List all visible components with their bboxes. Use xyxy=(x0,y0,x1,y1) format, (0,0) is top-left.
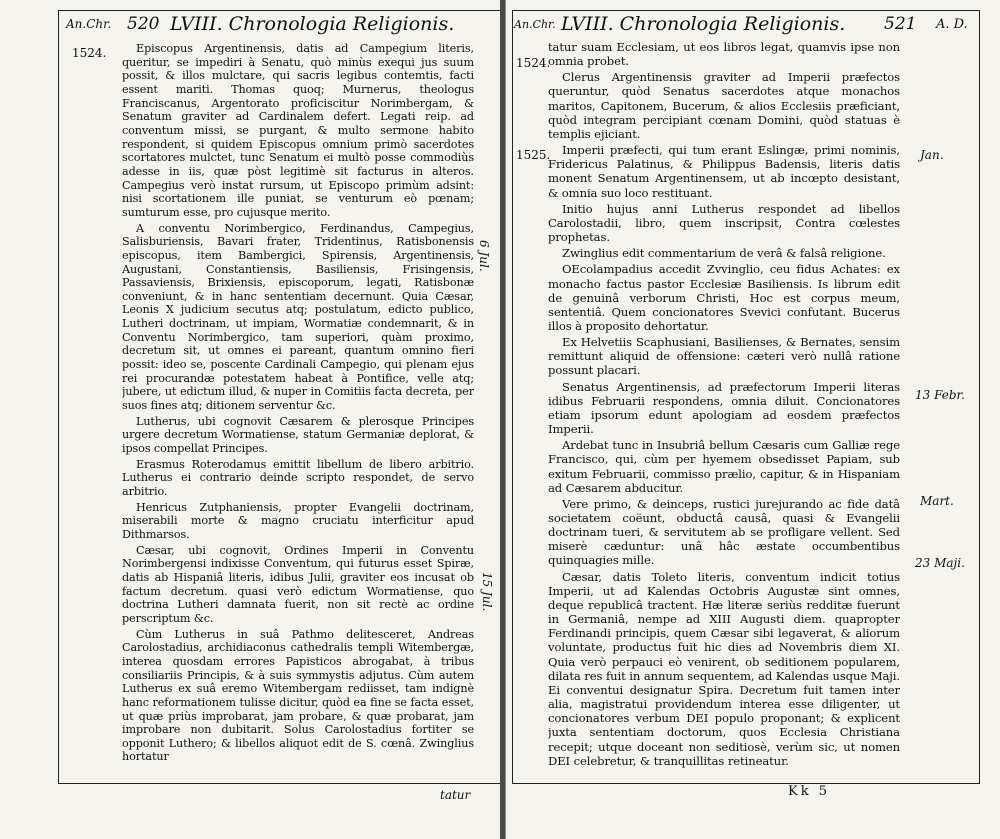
right-paragraph: tatur suam Ecclesiam, ut eos libros legat, quamvis ipse non omnia probet. xyxy=(548,40,900,69)
right-note-maji: 23 Maji. xyxy=(915,556,965,570)
right-paragraph: Cæsar, datis Toleto literis, conventum indicit totius Imperii, ut ad Kalendas Octobris Augustæ sint omnes, deque republicâ tractent. Hæ literæ seriùs redditæ fuerunt in Germaniâ, nempe ad XIII Augusti diem. quapropter Ferdinandi principis, quem Cæsar sibi legaverat, & aliorum voluntate, productus fuit hic dies ad Novembris diem XI. Quia verò perpauci eò venirent, ob seditionem popularem, dilata res fuit in annum sequentem, ad Kalendas usque Maji. Ei conventui designatur Spira. Decretum fuit tamen inter alia, magistratui providendum interea esse diligenter, ut concionatores verbum DEI populo proponant; & explicent juxta sententiam doctorum, quos Ecclesia Christiana recepit; utque doceant non seditiosè, verùm sic, ut nomen DEI celebretur, & tranquillitas retineatur. xyxy=(548,569,900,768)
left-paragraph: Erasmus Roterodamus emittit libellum de libero arbitrio. Lutherus ei contrario deinde scripto respondet, de servo arbitrio. xyxy=(122,457,474,498)
right-paragraph: OEcolampadius accedit Zvvinglio, ceu fidus Achates: ex monacho factus pastor Ecclesiæ Basiliensis. Is librum edit de genuinâ verborum Christi, Hoc est corpus meum, sententiâ. Quem concionatores Svevici confutant. Bucerus illos à proposito dehortatur. xyxy=(548,262,900,333)
right-page xyxy=(505,0,1000,839)
right-margin-head: An.Chr. xyxy=(514,17,556,31)
left-paragraph: Henricus Zutphaniensis, propter Evangelii doctrinam, miserabili morte & magno cruciatu interficitur apud Dithmarsos. xyxy=(122,500,474,541)
left-paragraph: Cæsar, ubi cognovit, Ordines Imperii in Conventu Norimbergensi indixisse Conventum, qui futurus esset Spiræ, datis ab Hispaniâ literis, idibus Julii, graviter eos incusat ob factum decretum. quasi verò edictum Wormatiense, quo doctrina Lutheri damnata fuerit, non sit rectè ac ordine perscriptum &c. xyxy=(122,543,474,625)
right-paragraph: Clerus Argentinensis graviter ad Imperii præfectos queruntur, quòd Senatus sacerdotes atque monachos maritos, Capitonem, Bucerum, & alios Ecclesiis præficiant, quòd integram percipiant cœnam Domini, quòd statuas è templis ejiciant. xyxy=(548,70,900,141)
left-margin-head: An.Chr. xyxy=(66,17,112,31)
left-paragraph: Lutherus, ubi cognovit Cæsarem & plerosque Principes urgere decretum Wormatiense, statum Germaniæ deplorat, & ipsos compellat Principes. xyxy=(122,414,474,456)
right-note-jan: Jan. xyxy=(920,148,944,162)
left-paragraph: Cùm Lutherus in suâ Pathmo delitesceret, Andreas Carolostadius, archidiaconus cathedralis templi Witembergæ, interea quosdam errores Papisticos abrogabat, à tribus consiliariis Principis, & à suis symmystis adjutus. Cùm autem Lutherus ex suâ eremo Witembergam rediisset, tam indignè hanc reformationem tulisse dicitur, quòd ea fine se facta esset, ut quæ priùs improbarat, jam probare, & quæ probarat, jam improbare non dubitarit. Solus Carolostadius fortiter se opponit Luthero; & libellos aliquot edit de S. cœnâ. Zwinglius hortatur xyxy=(122,627,474,764)
left-note-2: 15 Jul. xyxy=(480,572,494,612)
right-paragraph: Imperii præfecti, qui tum erant Eslingæ, primi nominis, Fridericus Palatinus, & Philippus Badensis, literis datis monent Senatum Argentinensem, ut ab incœpto desistant, & omnia suo loco restituant. xyxy=(548,143,900,200)
right-paragraph: Vere primo, & deinceps, rustici jurejurando ac fide datâ societatem coëunt, obductâ causâ, quasi & Evangelii doctrinam tueri, & servitutem ab se profligare vellent. Sed miserè cæduntur: unâ hâc æstate occumbentibus quinquagies mille. xyxy=(548,496,900,568)
right-note-febr: 13 Febr. xyxy=(915,388,965,402)
left-note-1: 6 Jul. xyxy=(477,240,491,272)
left-paragraph: Episcopus Argentinensis, datis ad Campegium literis, queritur, se impediri à Senatu, quò minùs exequi jus suum possit, & illos mulctare, qui sacris legibus contemtis, facti essent mariti. Thomas quoq; Murnerus, theologus Franciscanus, Argentorato proficiscitur Norimbergam, & Senatum graviter ad Cardinalem defert. Legati reip. ad conventum missi, se purgant, & multo sermone habito respondent, si quidem Episcopus omnium primò sacerdotes scortatores mulctet, tunc Senatum ei multò posse commodiùs adesse in iis, quæ pòst legitimè sit facturus in alteros. Campegius verò instat rursum, ut Episcopo primùm adsint: nisi scortationem ille puniat, se venturum eò pœnam; sumturum esse, pro cujusque merito. xyxy=(122,42,474,219)
left-running-title: LVIII. Chronologia Religionis. xyxy=(170,13,455,35)
right-year-1: 1524. xyxy=(516,56,551,70)
right-signature-mark: Kk 5 xyxy=(788,784,830,799)
right-paragraph: Initio hujus anni Lutherus respondet ad libellos Carolostadii, libro, quem inscripsit, Contra cœlestes prophetas. xyxy=(548,201,900,245)
right-page-number: 521 xyxy=(884,14,917,34)
right-paragraph: Ex Helvetiis Scaphusiani, Basilienses, & Bernates, sensim remittunt aliquid de offensione: cæteri verò nullâ ratione possunt placari. xyxy=(548,335,900,378)
left-body xyxy=(122,42,474,777)
left-catchword: tatur xyxy=(440,788,471,802)
right-paragraph: Senatus Argentinensis, ad præfectorum Imperii literas idibus Februarii respondens, omnia diluit. Concionatores etiam ipsorum edunt apologiam ad eosdem præfectos Imperii. xyxy=(548,379,900,437)
right-running-title: LVIII. Chronologia Religionis. xyxy=(561,13,846,35)
right-paragraph: Zwinglius edit commentarium de verâ & falsâ religione. xyxy=(562,246,886,261)
left-paragraph: A conventu Norimbergico, Ferdinandus, Campegius, Salisburiensis, Bavari frater, Tridentinus, Ratisbonensis episcopus, item Bambergici, Spirensis, Argentinensis, Augustani, Constantiensis, Basiliensis, Frisingensis, Passaviensis, Brixiensis, episcoporum, legati, Ratisbonæ conveniunt, & in hanc sententiam decernunt. Quia Cæsar, Leonis X judicium secutus atq; postulatum, edicto publico, Lutheri doctrinam, ut impiam, Wormatiæ condemnarit, & in Conventu Norimbergico, tam superiori, quàm proximo, decretum sit, ut omnes ei pareant, quantum omnino fieri possit: ideo se, poscente Cardinali Campegio, qui plenam ejus rei procurandæ potestatem habeat à Pontifice, velle atq; jubere, ut edictum illud, & nuper in Comitiis facta decreta, per suos fines atq; ditionem serventur &c. xyxy=(122,221,474,413)
left-page-number: 520 xyxy=(127,14,160,34)
right-margin-head-ad: A. D. xyxy=(936,16,968,32)
right-note-mart: Mart. xyxy=(920,494,954,508)
right-year-2: 1525. xyxy=(516,148,551,162)
right-paragraph: Ardebat tunc in Insubriâ bellum Cæsaris cum Galliæ rege Francisco, qui, cùm per hyemem obsedisset Papiam, sub exitum Februarii, commisso prælio, capitur, & in Hispaniam ad Cæsarem abducitur. xyxy=(548,438,900,495)
left-year: 1524. xyxy=(72,46,107,60)
right-body xyxy=(548,40,900,778)
